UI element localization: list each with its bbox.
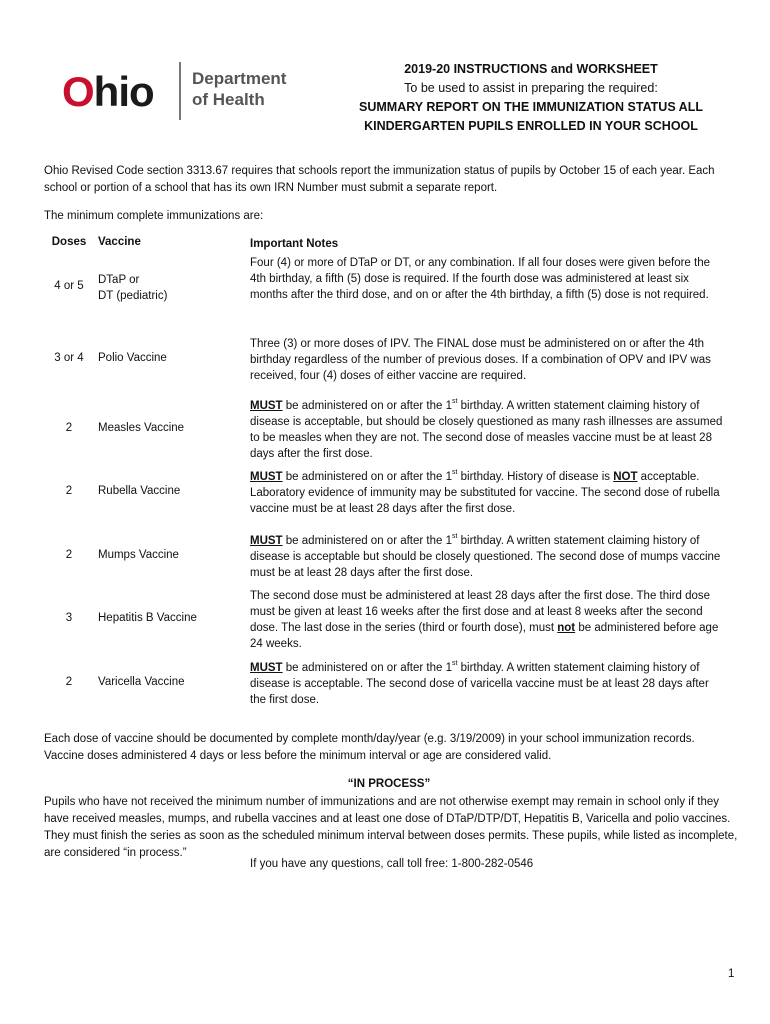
logo-ohio-wordmark: Ohio <box>62 68 154 115</box>
title-line-3: SUMMARY REPORT ON THE IMMUNIZATION STATUS ALL <box>359 100 703 114</box>
row-doses: 3 or 4 <box>54 352 84 364</box>
minimum-immunizations-label: The minimum complete immunizations are: <box>44 210 264 222</box>
in-process-heading: “IN PROCESS” <box>347 778 431 790</box>
title-line-1: 2019-20 INSTRUCTIONS and WORKSHEET <box>404 62 658 76</box>
row-vaccine: Varicella Vaccine <box>98 676 185 688</box>
row-note: MUST be administered on or after the 1st birthday. A written statement claiming history of disease is acceptable but should be closely questioned. The second dose of mumps vaccine must be at least 28 days after the first dose. <box>250 533 721 579</box>
row-note: The second dose must be administered at least 28 days after the first dose. The third dose must be given at least 16 weeks after the first dose and at least 8 weeks after the second dose. The last dose in the series (third or fourth dose), must not be administered before age 24 weeks. <box>250 590 719 650</box>
row-vaccine: Mumps Vaccine <box>98 549 179 561</box>
row-vaccine: Measles Vaccine <box>98 422 185 434</box>
document-title <box>340 60 722 136</box>
row-doses: 2 <box>65 422 73 434</box>
table-row <box>44 588 724 654</box>
title-line-2: To be used to assist in preparing the required: <box>404 81 658 95</box>
header-vaccine: Vaccine <box>98 236 141 248</box>
table-row <box>44 469 724 519</box>
ohio-department-of-health-logo <box>62 60 302 122</box>
row-doses: 2 <box>65 485 73 497</box>
table-row <box>44 336 724 386</box>
logo-divider <box>179 62 181 120</box>
title-line-4: KINDERGARTEN PUPILS ENROLLED IN YOUR SCHOOL <box>364 119 698 133</box>
row-vaccine: Polio Vaccine <box>98 352 167 364</box>
in-process-paragraph: Pupils who have not received the minimum number of immunizations and are not otherwise exempt may remain in school only if they have received measles, mumps, and rubella vaccines and at least one dose of DTaP/DTP/DT, Hepatitis B, Varicella and polio vaccines. They must finish the series as soon as the scheduled minimum interval between doses permits. These pupils, while listed as incomplete, are considered “in process.” <box>44 796 738 859</box>
header-notes: Important Notes <box>250 238 339 250</box>
row-note: Four (4) or more of DTaP or DT, or any combination. If all four doses were given before the 4th birthday, a fifth (5) dose is required. If the fourth dose was administered at least six months after the third dose, and on or after the 4th birthday, a fifth (5) dose is not required. <box>250 257 710 301</box>
header-doses: Doses <box>51 236 87 248</box>
intro-paragraph: Ohio Revised Code section 3313.67 requires that schools report the immunization status of pupils by October 15 of each year. Each school or portion of a school that has its own IRN Number must submit a separate report. <box>44 165 715 194</box>
row-doses: 4 or 5 <box>54 280 84 292</box>
row-vaccine: Rubella Vaccine <box>98 485 181 497</box>
table-row <box>44 398 724 464</box>
row-note: Three (3) or more doses of IPV. The FINAL dose must be administered on or after the 4th birthday regardless of the number of previous doses. If a combination of OPV and IPV was received, four (4) doses of either vaccine are required. <box>250 338 711 382</box>
table-row <box>44 533 724 583</box>
table-row <box>44 660 724 710</box>
row-note: MUST be administered on or after the 1st birthday. A written statement claiming history of disease is acceptable. The second dose of varicella vaccine must be at least 28 days after the first dose. <box>250 660 709 706</box>
row-vaccine: Hepatitis B Vaccine <box>98 612 197 624</box>
documentation-note: Each dose of vaccine should be documented by complete month/day/year (e.g. 3/19/2009) in your school immunization records. Vaccine doses administered 4 days or less before the minimum interval or age are considered valid. <box>44 733 695 762</box>
row-vaccine: DTaP or DT (pediatric) <box>98 274 168 302</box>
row-doses: 2 <box>65 549 73 561</box>
page-number: 1 <box>728 968 735 980</box>
logo-department-text: Department of Health <box>192 69 287 109</box>
contact-line: If you have any questions, call toll free: 1-800-282-0546 <box>250 858 534 870</box>
table-row <box>44 255 724 321</box>
row-note: MUST be administered on or after the 1st birthday. History of disease is NOT acceptable. Laboratory evidence of immunity may be substituted for vaccine. The second dose of rubella vaccine must be at least 28 days after the first dose. <box>250 469 720 515</box>
row-note: MUST be administered on or after the 1st birthday. A written statement claiming history of disease is acceptable, but should be closely questioned as many rash illnesses are assumed to be measles when they are not. The second dose of measles vaccine must be at least 28 days after the first dose. <box>250 398 723 460</box>
row-doses: 3 <box>65 612 73 624</box>
row-doses: 2 <box>65 676 73 688</box>
